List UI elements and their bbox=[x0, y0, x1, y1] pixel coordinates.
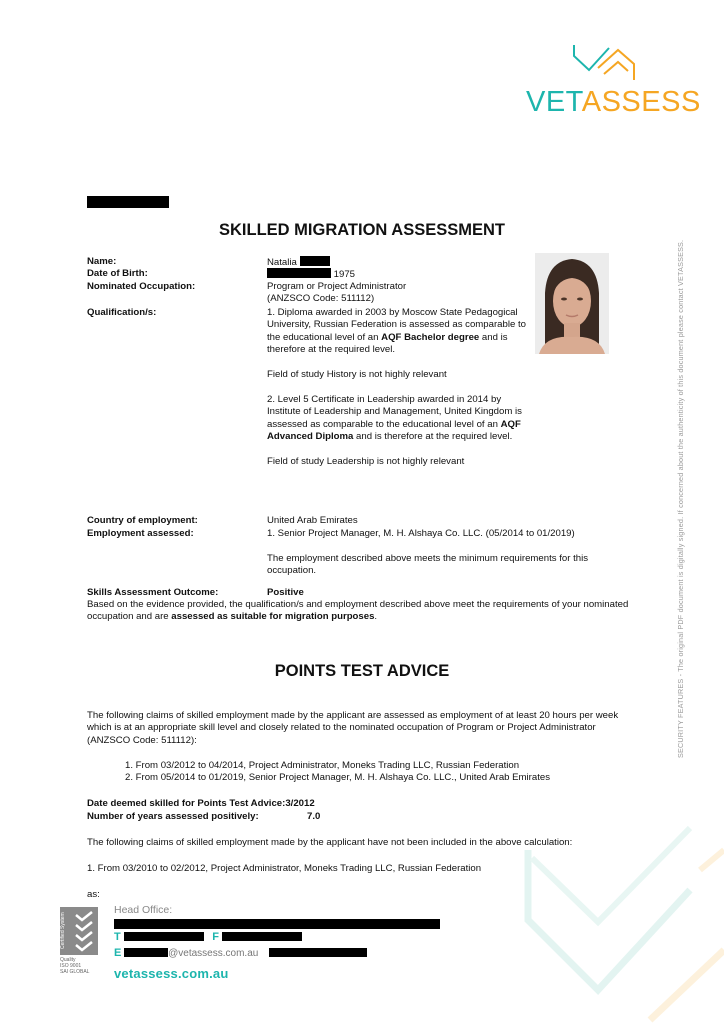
outcome-statement: Based on the evidence provided, the qualification/s and employment described above meet the requirements of your nominated occupation and are assessed as suitable for migration purposes. bbox=[87, 599, 629, 623]
date-deemed-skilled: Date deemed skilled for Points Test Advice:3/2012 bbox=[87, 798, 315, 809]
points-intro: The following claims of skilled employment made by the applicant are assessed as employment of at least 20 hours per week which is at an appropriate skill level and closely related to the nominated occupation of Program or Project Administrator (ANZSCO Code: 511112): bbox=[87, 710, 619, 746]
outcome-value: Positive bbox=[267, 587, 304, 598]
points-claims bbox=[125, 760, 645, 785]
email-domain[interactable]: @vetassess.com.au bbox=[168, 948, 259, 959]
name-value: Natalia bbox=[267, 256, 537, 269]
qualification-2: 2. Level 5 Certificate in Leadership awarded in 2014 by Institute of Leadership and Management, United Kingdom is assessed as comparable to the educational level of an AQF Advanced Diploma and is therefore at the required level. bbox=[267, 393, 522, 443]
redacted-reference bbox=[87, 196, 169, 208]
checkmarks-icon bbox=[74, 911, 96, 953]
email-row: E @vetassess.com.au bbox=[114, 947, 367, 959]
as-label: as: bbox=[87, 889, 100, 900]
redacted-contact bbox=[269, 948, 367, 957]
qualification-1: 1. Diploma awarded in 2003 by Moscow State Pedagogical University, Russian Federation is assessed as comparable to the educational level of an AQF Bachelor degree and is therefore at the required level. bbox=[267, 307, 526, 356]
claim-item: 1. From 03/2012 to 04/2014, Project Administrator, Moneks Trading LLC, Russian Federation bbox=[125, 760, 520, 771]
dob-value: 1975 bbox=[267, 268, 537, 281]
page-title: SKILLED MIGRATION ASSESSMENT bbox=[218, 221, 505, 239]
excluded-claim: 1. From 03/2010 to 02/2012, Project Administrator, Moneks Trading LLC, Russian Federation bbox=[87, 863, 482, 874]
logo-wordmark: VETASSESS bbox=[526, 86, 701, 118]
redacted-email-user bbox=[124, 948, 168, 957]
certified-system-icon: Certified System bbox=[60, 907, 98, 955]
iso-certification-badge: Certified System Quality ISO 9001 SAI GLOBAL bbox=[60, 907, 100, 977]
redacted-fax bbox=[222, 932, 302, 941]
redacted-dob bbox=[267, 268, 331, 278]
applicant-photo bbox=[535, 253, 609, 354]
redacted-surname bbox=[300, 256, 330, 266]
website-link[interactable]: vetassess.com.au bbox=[114, 966, 229, 981]
vetassess-logo bbox=[526, 40, 701, 124]
points-test-title: POINTS TEST ADVICE bbox=[274, 662, 450, 680]
redacted-address bbox=[114, 919, 440, 929]
watermark-chevron-icon bbox=[510, 810, 724, 1024]
head-office-label: Head Office: bbox=[114, 904, 173, 916]
years-assessed: Number of years assessed positively: 7.0 bbox=[87, 811, 321, 822]
claim-item: 2. From 05/2014 to 01/2019, Senior Project Manager, M. H. Alshaya Co. LLC., United Arab Emirates bbox=[125, 772, 551, 784]
security-features-text: SECURITY FEATURES - The original PDF document is digitally signed. If concerned about the authenticity of this document please contact VETASSESS. bbox=[676, 239, 685, 758]
redacted-phone bbox=[124, 932, 204, 941]
excluded-intro: The following claims of skilled employment made by the applicant have not been included in the above calculation: bbox=[87, 837, 573, 848]
phone-fax-row: T F bbox=[114, 931, 302, 943]
logo-chevron-icon bbox=[526, 40, 686, 90]
